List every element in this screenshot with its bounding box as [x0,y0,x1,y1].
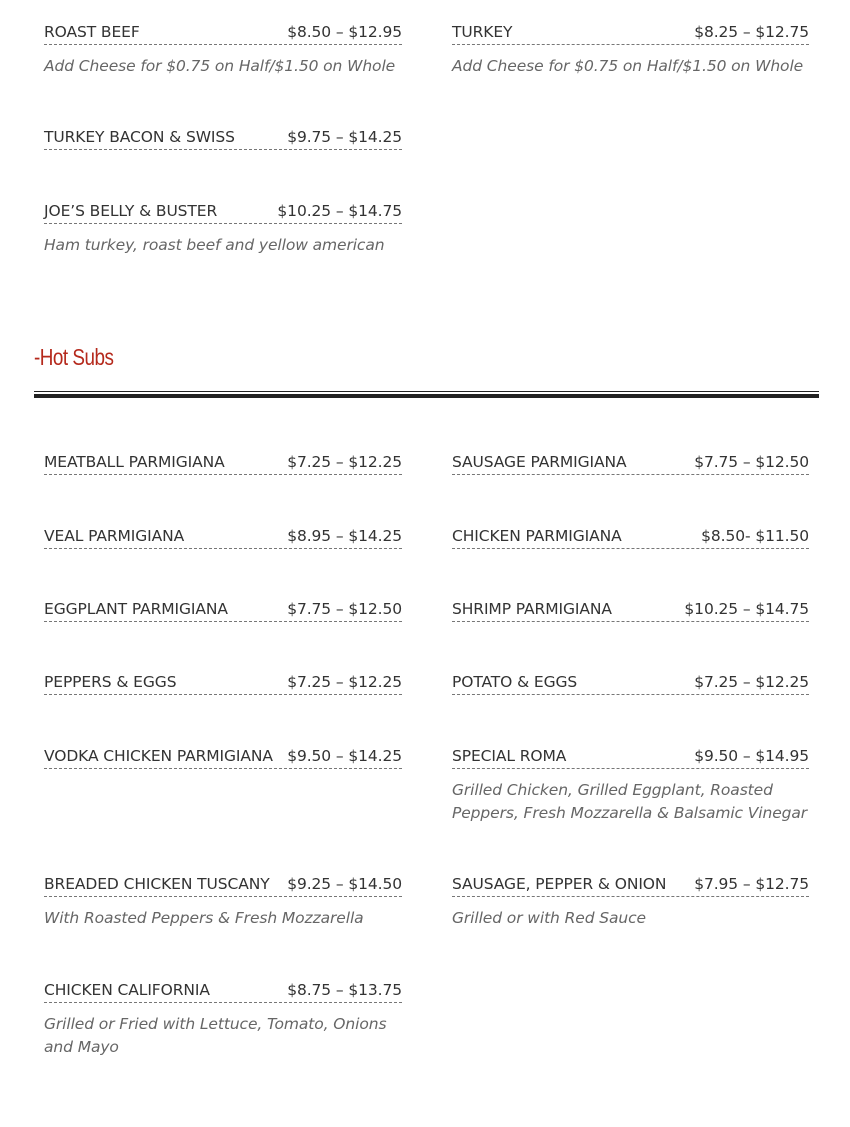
menu-item-meatball-parmigiana [44,452,402,475]
item-name: EGGPLANT PARMIGIANA [44,600,228,618]
menu-item-eggplant-parmigiana [44,599,402,622]
item-description: With Roasted Peppers & Fresh Mozzarella [44,909,364,927]
item-name: JOE’S BELLY & BUSTER [44,202,218,220]
item-name: BREADED CHICKEN TUSCANY [44,875,270,893]
item-name: ROAST BEEF [44,23,140,41]
item-price: $10.25 – $14.75 [277,202,402,220]
item-name: PEPPERS & EGGS [44,673,177,691]
item-price: $7.25 – $12.25 [287,453,402,471]
menu-item-special-roma [452,746,809,824]
item-name: VODKA CHICKEN PARMIGIANA [44,747,273,765]
menu-item-chicken-california [44,980,402,1058]
item-description: Ham turkey, roast beef and yellow american [44,236,385,254]
menu-item-turkey [452,22,809,78]
item-price: $9.50 – $14.95 [694,747,809,765]
item-price: $7.25 – $12.25 [287,673,402,691]
menu-item-chicken-parmigiana [452,526,809,549]
menu-item-sausage-parmigiana [452,452,809,475]
item-name: POTATO & EGGS [452,673,578,691]
item-description: Add Cheese for $0.75 on Half/$1.50 on Whole [44,57,396,75]
item-price: $7.75 – $12.50 [287,600,402,618]
item-price: $8.75 – $13.75 [287,981,402,999]
item-price: $9.25 – $14.50 [287,875,402,893]
item-price: $8.25 – $12.75 [694,23,809,41]
menu-item-roast-beef [44,22,402,78]
item-name: TURKEY [452,23,513,41]
menu-item-peppers-eggs [44,672,402,695]
menu-item-turkey-bacon-swiss [44,127,402,150]
menu-item-breaded-chicken-tuscany [44,874,402,930]
item-price: $7.25 – $12.25 [694,673,809,691]
item-description: Grilled or Fried with Lettuce, Tomato, Onions and Mayo [44,1015,387,1056]
section-divider [34,391,819,398]
item-name: MEATBALL PARMIGIANA [44,453,225,471]
item-price: $8.95 – $14.25 [287,527,402,545]
item-name: SPECIAL ROMA [452,747,567,765]
item-description: Grilled Chicken, Grilled Eggplant, Roasted Peppers, Fresh Mozzarella & Balsamic Vinegar [452,781,808,822]
item-price: $7.95 – $12.75 [694,875,809,893]
item-name: CHICKEN PARMIGIANA [452,527,622,545]
menu-item-joes-belly-buster [44,201,402,257]
item-description: Add Cheese for $0.75 on Half/$1.50 on Whole [452,57,804,75]
item-name: TURKEY BACON & SWISS [44,128,235,146]
item-price: $7.75 – $12.50 [694,453,809,471]
item-price: $8.50 – $12.95 [287,23,402,41]
item-price: $10.25 – $14.75 [684,600,809,618]
item-name: CHICKEN CALIFORNIA [44,981,210,999]
item-name: SAUSAGE PARMIGIANA [452,453,627,471]
menu-item-sausage-pepper-onion [452,874,809,930]
section-title-hot-subs: -Hot Subs [34,344,114,370]
menu-item-veal-parmigiana [44,526,402,549]
menu-item-shrimp-parmigiana [452,599,809,622]
item-description: Grilled or with Red Sauce [452,909,646,927]
item-price: $9.75 – $14.25 [287,128,402,146]
item-price: $8.50- $11.50 [701,527,809,545]
item-price: $9.50 – $14.25 [287,747,402,765]
item-name: VEAL PARMIGIANA [44,527,185,545]
menu-item-vodka-chicken-parmigiana [44,746,402,769]
item-name: SAUSAGE, PEPPER & ONION [452,875,667,893]
menu-item-potato-eggs [452,672,809,695]
item-name: SHRIMP PARMIGIANA [452,600,612,618]
